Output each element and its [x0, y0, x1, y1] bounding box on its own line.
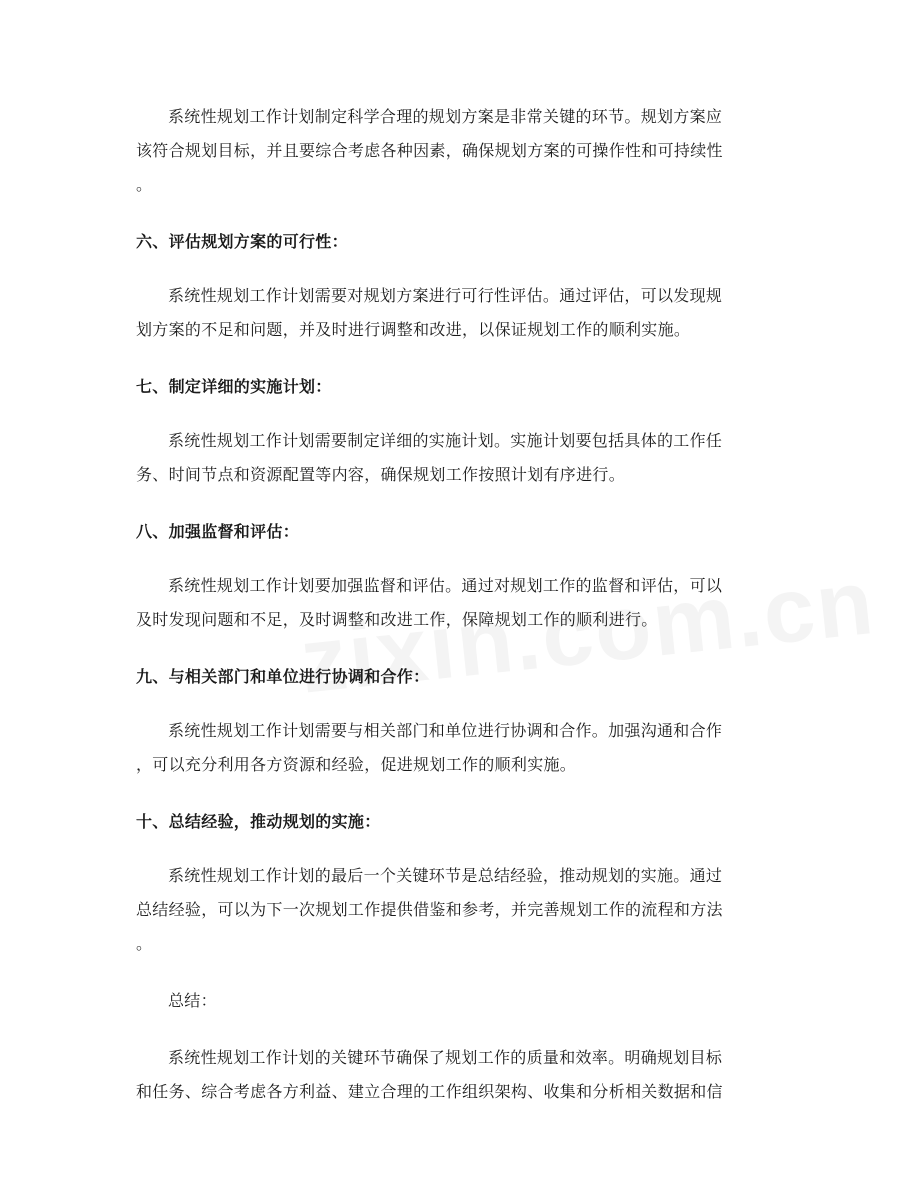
paragraph: 系统性规划工作计划的最后一个关键环节是总结经验，推动规划的实施。通过 总结经验，可以为下一次规划工作提供借鉴和参考，并完善规划工作的流程和方法 。 — [136, 866, 723, 953]
paragraph: 系统性规划工作计划的关键环节确保了规划工作的质量和效率。明确规划目标 和任务、综合考虑各方利益、建立合理的工作组织架构、收集和分析相关数据和信 — [136, 1048, 723, 1101]
summary-label: 总结： — [168, 991, 217, 1010]
document-body — [136, 100, 784, 1109]
paragraph: 系统性规划工作计划要加强监督和评估。通过对规划工作的监督和评估，可以 及时发现问题和不足，及时调整和改进工作，保障规划工作的顺利进行。 — [136, 576, 723, 629]
section-heading-8: 八、加强监督和评估： — [136, 522, 300, 541]
section-heading-9: 九、与相关部门和单位进行协调和合作： — [136, 667, 430, 686]
paragraph: 系统性规划工作计划需要制定详细的实施计划。实施计划要包括具体的工作任 务、时间节点和资源配置等内容，确保规划工作按照计划有序进行。 — [136, 431, 723, 484]
section-heading-7: 七、制定详细的实施计划： — [136, 377, 332, 396]
section-heading-10: 十、总结经验，推动规划的实施： — [136, 812, 381, 831]
paragraph: 系统性规划工作计划制定科学合理的规划方案是非常关键的环节。规划方案应 该符合规划目标，并且要综合考虑各种因素，确保规划方案的可操作性和可持续性 。 — [136, 107, 723, 194]
section-heading-6: 六、评估规划方案的可行性： — [136, 232, 348, 251]
paragraph: 系统性规划工作计划需要与相关部门和单位进行协调和合作。加强沟通和合作 ，可以充分利用各方资源和经验，促进规划工作的顺利实施。 — [136, 721, 723, 774]
paragraph: 系统性规划工作计划需要对规划方案进行可行性评估。通过评估，可以发现规 划方案的不足和问题，并及时进行调整和改进，以保证规划工作的顺利实施。 — [136, 286, 723, 339]
